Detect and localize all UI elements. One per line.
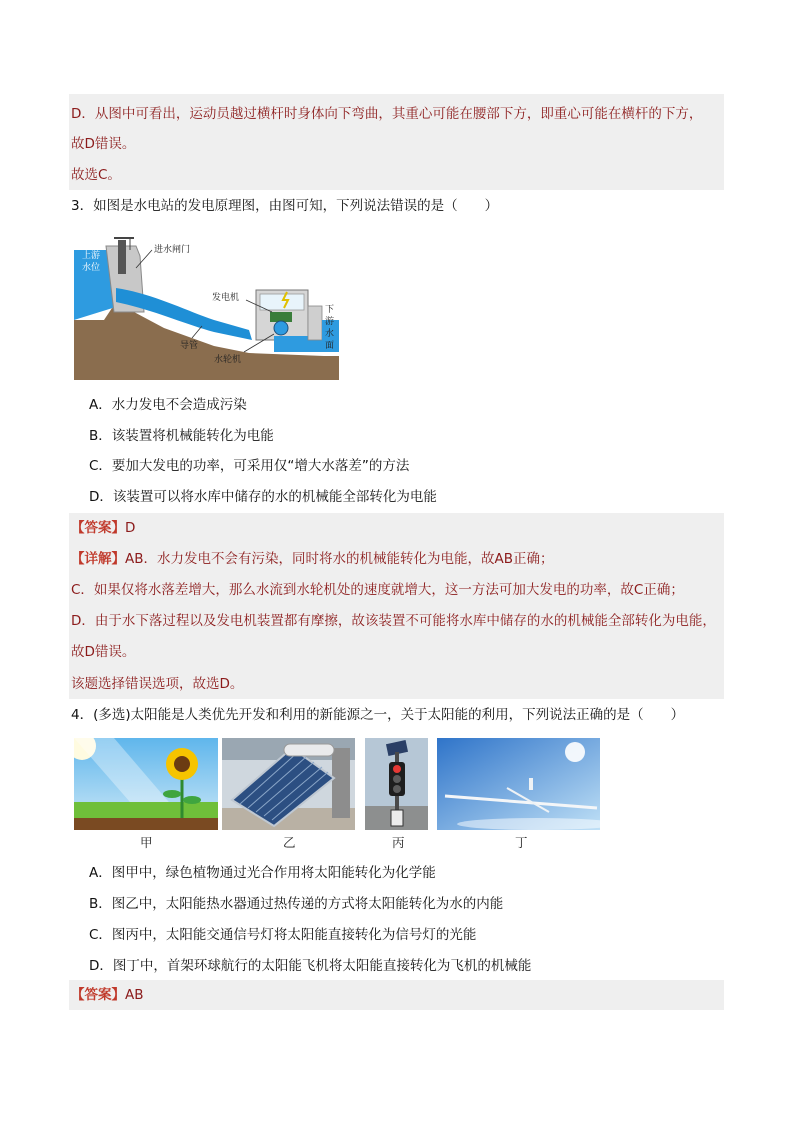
q4-option-a: A．图甲中，绿色植物通过光合作用将太阳能转化为化学能 bbox=[89, 865, 436, 881]
q3-detail-2: C．如果仅将水落差增大，那么水流到水轮机处的速度就增大，这一方法可加大发电的功率，故C正确； bbox=[71, 582, 684, 598]
label-turbine: 水轮机 bbox=[214, 355, 242, 365]
q3-option-b: B．该装置将机械能转化为电能 bbox=[89, 428, 274, 444]
q3-option-d: D．该装置可以将水库中储存的水的机械能全部转化为电能 bbox=[89, 489, 437, 505]
sunflower-photo bbox=[74, 738, 218, 830]
answer-value: AB bbox=[125, 987, 144, 1003]
q3-detail-3: D．由于水下落过程以及发电机装置都有摩擦，故该装置不可能将水库中储存的水的机械能全部转化为电能， bbox=[71, 613, 716, 629]
q4-stem: 4．(多选)太阳能是人类优先开发和利用的新能源之一，关于太阳能的利用，下列说法正确的是（ ） bbox=[71, 707, 685, 723]
prev-explain-line-1: D．从图中可看出，运动员越过横杆时身体向下弯曲，其重心可能在腰部下方，即重心可能在横杆的下方， bbox=[71, 106, 703, 122]
label-downstream: 下游水面 bbox=[325, 305, 335, 351]
label-generator: 发电机 bbox=[212, 293, 240, 303]
q3-option-c: C．要加大发电的功率，可采用仅“增大水落差”的方法 bbox=[89, 458, 410, 474]
answer-tag: 【答案】 bbox=[71, 987, 125, 1003]
q4-option-b: B．图乙中，太阳能热水器通过热传递的方式将太阳能转化为水的内能 bbox=[89, 896, 504, 912]
q4-answer bbox=[71, 985, 144, 1005]
label-pipe: 导管 bbox=[180, 341, 199, 351]
q4-option-d: D．图丁中，首架环球航行的太阳能飞机将太阳能直接转化为飞机的机械能 bbox=[89, 958, 532, 974]
caption-yi: 乙 bbox=[283, 835, 296, 850]
q3-detail-4: 故D错误。 bbox=[71, 644, 136, 660]
hydropower-diagram bbox=[74, 228, 339, 380]
label-gate: 进水闸门 bbox=[154, 245, 191, 255]
answer-value: D bbox=[125, 520, 136, 536]
prev-conclusion: 故选C。 bbox=[71, 167, 121, 183]
q4-answer-block bbox=[69, 980, 724, 1010]
prev-explain-line-2: 故D错误。 bbox=[71, 136, 136, 152]
detail-tag: 【详解】 bbox=[71, 551, 125, 567]
solar-heater-photo bbox=[222, 738, 355, 830]
caption-bing: 丙 bbox=[392, 835, 405, 850]
caption-ding: 丁 bbox=[515, 835, 528, 850]
q3-detail-5: 该题选择错误选项，故选D。 bbox=[71, 676, 244, 692]
q3-stem: 3．如图是水电站的发电原理图，由图可知，下列说法错误的是（ ） bbox=[71, 198, 499, 214]
solar-plane-photo bbox=[437, 738, 600, 830]
q3-answer-block bbox=[69, 513, 724, 699]
label-upstream: 上游水位 bbox=[82, 251, 101, 273]
q3-detail-1 bbox=[71, 549, 554, 569]
traffic-light-photo bbox=[365, 738, 428, 830]
q3-option-a: A．水力发电不会造成污染 bbox=[89, 397, 247, 413]
q3-answer bbox=[71, 518, 135, 538]
detail-text: AB．水力发电不会有污染，同时将水的机械能转化为电能，故AB正确； bbox=[125, 551, 554, 567]
caption-jia: 甲 bbox=[140, 835, 153, 850]
answer-tag: 【答案】 bbox=[71, 520, 125, 536]
q4-option-c: C．图丙中，太阳能交通信号灯将太阳能直接转化为信号灯的光能 bbox=[89, 927, 477, 943]
